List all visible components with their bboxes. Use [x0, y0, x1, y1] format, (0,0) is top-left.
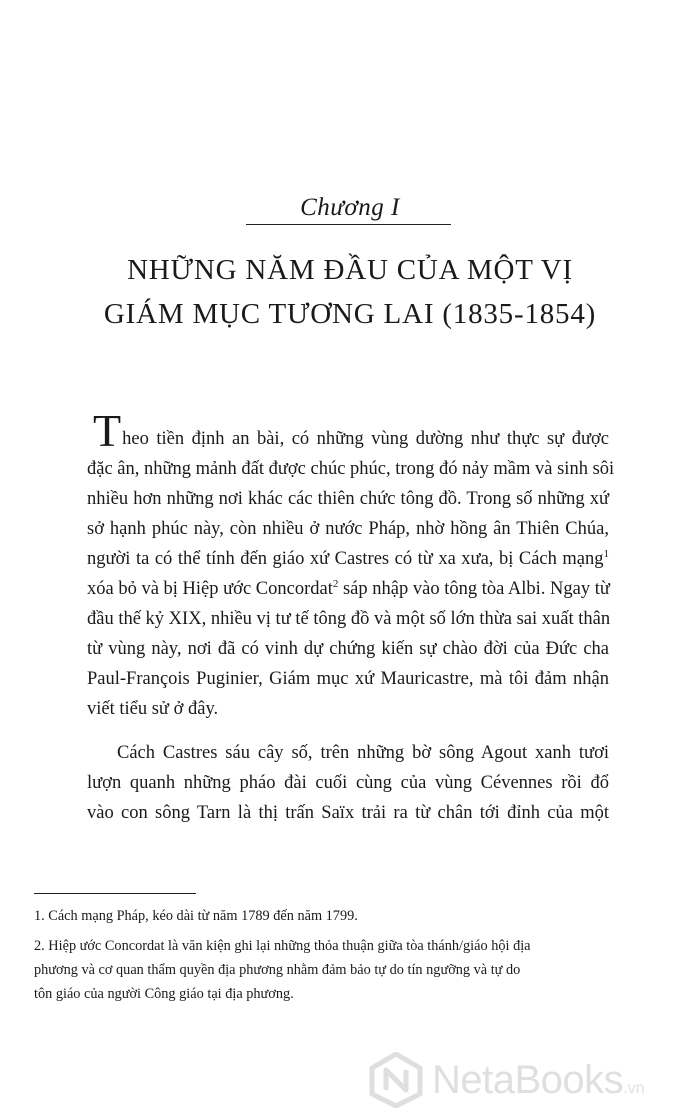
paragraph-line: người ta có thể tính đến giáo xứ Castres có từ xa xưa, bị Cách mạng$^1$: [87, 547, 609, 569]
paragraph-line: đặc ân, những mảnh đất được chúc phúc, trong đó nảy mầm và sinh sôi: [87, 459, 615, 479]
paragraph-line: Paul-François Puginier, Giám mục xứ Mauricastre, mà tôi đảm nhận: [87, 669, 609, 689]
chapter-title: [0, 248, 700, 336]
footnote-rule: [34, 893, 196, 894]
chapter-title-line-1: NHỮNG NĂM ĐẦU CỦA MỘT VỊ: [127, 254, 573, 286]
paragraph-line: viết tiểu sử ở đây.: [87, 699, 219, 719]
paragraph-line: sở hạnh phúc này, còn nhiều ở nước Pháp, nhờ hồng ân Thiên Chúa,: [87, 519, 609, 539]
paragraph-line: vào con sông Tarn là thị trấn Saïx trải ra từ chân tới đỉnh của một: [87, 803, 609, 823]
paragraph-line: Cách Castres sáu cây số, trên những bờ sông Agout xanh tươi: [117, 743, 609, 763]
paragraph-line: đầu thế kỷ XIX, nhiều vị tư tế tông đồ và một số lớn thừa sai xuất thân: [87, 609, 611, 629]
paragraph-line: Theo tiền định an bài, có những vùng dường như thực sự được: [93, 405, 609, 456]
footnote-ref-1[interactable]: 1: [603, 547, 609, 560]
drop-cap: T: [93, 405, 122, 456]
paragraph-line: từ vùng này, nơi đã có vinh dự chứng kiến sự chào đời của Đức cha: [87, 639, 609, 659]
chapter-title-line-2: GIÁM MỤC TƯƠNG LAI (1835-1854): [103, 298, 597, 330]
paragraph-2: [87, 738, 609, 828]
footnote-2: 2. Hiệp ước Concordat là văn kiện ghi lại những thỏa thuận giữa tòa thánh/giáo hội địa phương và cơ quan thẩm quyền địa phương nhằm đảm bảo tự do tín ngưỡng và tự do tôn giáo của người Công giáo tại địa phương.: [34, 938, 531, 1002]
paragraph-1: [87, 405, 615, 724]
paragraph-line: nhiều hơn những nơi khác các thiên chức tông đồ. Trong số những xứ: [87, 489, 609, 509]
footnote-ref-2[interactable]: 2: [332, 577, 339, 590]
watermark-brand: NetaBooks.vn: [432, 1058, 645, 1102]
netabooks-logo-icon: [368, 1052, 424, 1108]
body-text: [87, 405, 615, 828]
paragraph-line: lượn quanh những pháo đài cuối cùng của vùng Cévennes rồi đổ: [87, 773, 609, 793]
footnote-1: 1. Cách mạng Pháp, kéo dài từ năm 1789 đến năm 1799.: [34, 908, 358, 924]
chapter-rule: [246, 224, 451, 225]
paragraph-line: xóa bỏ và bị Hiệp ước Concordat$^2$ sáp nhập vào tông tòa Albi. Ngay từ: [87, 577, 610, 599]
chapter-label: Chương I: [300, 194, 400, 221]
footnotes: [34, 904, 674, 1012]
watermark: [368, 1052, 688, 1112]
